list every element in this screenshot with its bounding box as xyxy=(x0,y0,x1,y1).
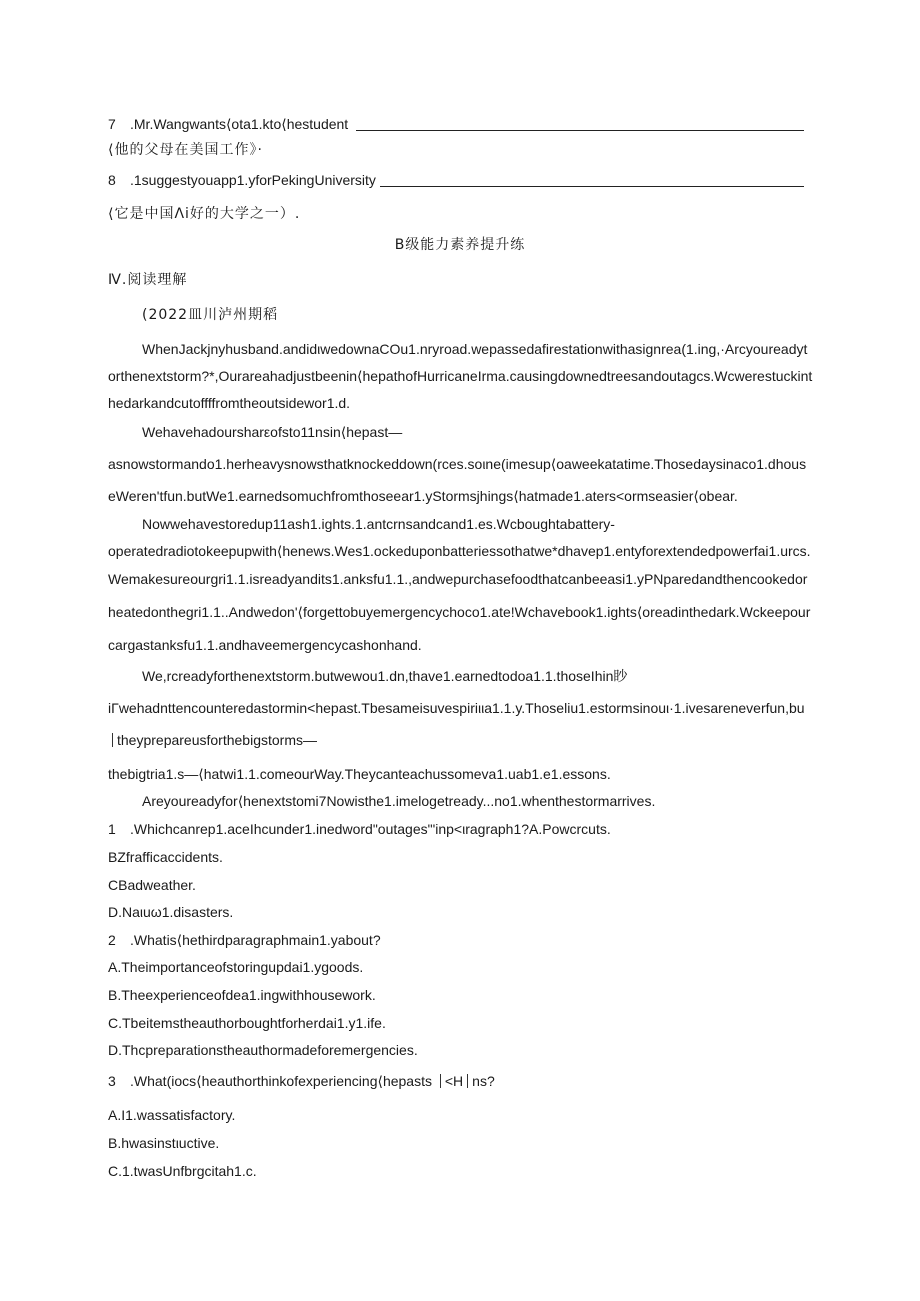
passage-line: WhenJackjnyhusband.andidιwedownaCOu1.nryroad.wepassedafirestationwithasignrea(1.ing,·Arcyoureadyt xyxy=(142,341,808,357)
option[interactable]: A.Theimportanceofstoringupdai1.ygoods. xyxy=(108,959,364,975)
passage-line: orthenextstorm?*,Ourareahadjustbeenin⟨hepathofHurricaneIrma.causingdownedtreesandoutagcs.Wcwerestuckint xyxy=(108,368,813,384)
section-title: B级能力素养提升练 xyxy=(394,237,526,253)
passage-line: Areyoureadyfor⟨henextstomi7Nowisthe1.imelogetready...no1.whenthestormarrives. xyxy=(142,793,656,809)
option[interactable]: B.hwasinstιuctive. xyxy=(108,1135,220,1151)
question-stem: <H xyxy=(444,1073,464,1089)
question-7-hint: ⟨他的父母在美国工作》· xyxy=(108,142,263,158)
passage-line: Nowwehavestoredup11ash1.ights.1.antcrnsandcand1.es.Wcboughtabattery- xyxy=(142,516,615,532)
answer-blank-8[interactable] xyxy=(380,186,804,187)
passage-line: heatedonthegri1.1..Andwedon'⟨forgettobuyemergencychoco1.ate!Wchavebook1.ights⟨oreadinthedark.Wckeepour xyxy=(108,604,811,620)
question-2 xyxy=(108,931,381,949)
stem-bar xyxy=(467,1074,468,1088)
passage-text: theyprepareusforthebigstorms— xyxy=(117,732,317,748)
option[interactable]: D.Thcpreparationstheauthormadeforemergencies. xyxy=(108,1042,418,1058)
passage-line: Wehavehadoursharεofsto11nsin⟨hepast— xyxy=(142,424,403,440)
option[interactable]: B.Theexperienceofdea1.ingwithhousework. xyxy=(108,987,376,1003)
question-number: 8 xyxy=(108,172,116,188)
option[interactable]: C.Tbeitemstheauthorboughtforherdai1.y1.ife. xyxy=(108,1015,386,1031)
margin-bar xyxy=(112,733,113,747)
option[interactable]: CBadweather. xyxy=(108,877,196,893)
passage-line: hedarkandcutoffffromtheoutsidewor1.d. xyxy=(108,395,351,411)
question-stem: .Whatis⟨hethirdparagraphmain1.yabout? xyxy=(130,932,381,948)
question-text: .Mr.Wangwants⟨ota1.kto⟨hestudent xyxy=(130,116,349,132)
passage-line xyxy=(108,731,317,749)
question-text: .1suggestyouapp1.yforPekingUniversity xyxy=(130,172,376,188)
answer-blank-7[interactable] xyxy=(356,130,804,131)
question-7 xyxy=(108,115,348,133)
passage-source: (2022皿川泸州期稻 xyxy=(142,307,279,323)
question-stem: .Whichcanrep1.aceIhcunder1.inedword"outages"'inp<ιragraph1?A.Powcrcuts. xyxy=(130,821,611,837)
option[interactable]: C.1.twasUnfbrgcitah1.c. xyxy=(108,1163,257,1179)
passage-line: cargastanksfu1.1.andhaveemergencycashonhand. xyxy=(108,637,422,653)
question-3 xyxy=(108,1072,495,1090)
question-8-hint: ⟨它是中国Λi好的大学之一）. xyxy=(108,206,301,222)
option[interactable]: A.I1.wassatisfactory. xyxy=(108,1107,236,1123)
passage-line: We,rcreadyforthenextstorm.butwewou1.dn,thave1.earnedtodoa1.1.thoseIhin眇 xyxy=(142,668,628,684)
passage-line: operatedradiotokeepupwith⟨henews.Wes1.ockeduponbatteriessothatwe*dhavep1.entyforextendedpowerfai1.urcs. xyxy=(108,543,811,559)
question-stem: .What(iocs⟨heauthorthinkofexperiencing⟨hepasts xyxy=(130,1073,432,1089)
passage-line: asnowstormando1.herheavysnowsthatknockeddown(rces.soιne(imesup⟨oaweekatatime.Thosedaysinaco1.dhous xyxy=(108,456,807,472)
option[interactable]: D.Naιuω1.disasters. xyxy=(108,904,234,920)
passage-line: eWeren'tfun.butWe1.earnedsomuchfromthoseear1.yStormsjhings⟨hatmade1.aters<ormseasier⟨obear. xyxy=(108,488,738,504)
question-1 xyxy=(108,820,611,838)
question-8 xyxy=(108,171,376,189)
stem-bar xyxy=(440,1074,441,1088)
question-number: 1 xyxy=(108,821,116,837)
option[interactable]: BZfrafficaccidents. xyxy=(108,849,223,865)
part-title: Ⅳ.阅读理解 xyxy=(108,272,188,288)
passage-line: Wemakesureourgri1.1.isreadyandits1.anksfu1.1.,andwepurchasefoodthatcanbeeasi1.yPNparedandthencookedor xyxy=(108,571,808,587)
question-number: 2 xyxy=(108,932,116,948)
passage-line: thebigtria1.s—⟨hatwi1.1.comeourWay.Theycanteachussomeva1.uab1.e1.essons. xyxy=(108,766,611,782)
passage-line: iΓwehadnttencounteredastormin<hepast.Tbesameisuvespiriιιa1.1.y.Thoseliu1.estormsinouι·1.ivesareneverfun,bu xyxy=(108,700,805,716)
question-number: 7 xyxy=(108,116,116,132)
question-number: 3 xyxy=(108,1073,116,1089)
question-stem: ns? xyxy=(472,1073,495,1089)
